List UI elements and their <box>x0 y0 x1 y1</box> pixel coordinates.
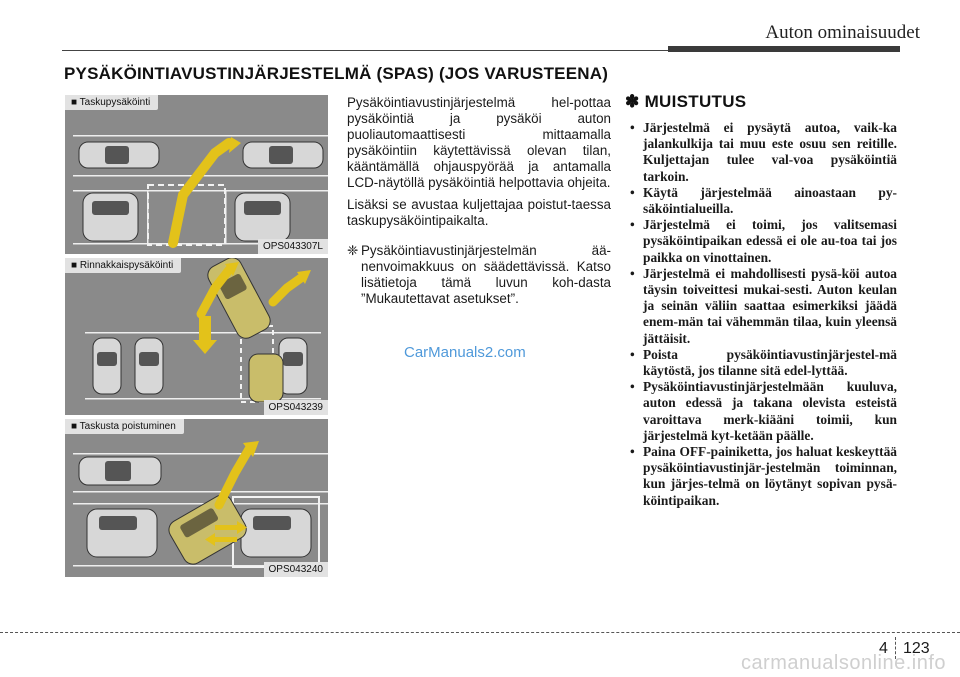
page-number: 123 <box>903 640 930 657</box>
pocket-parking-illustration <box>65 95 328 254</box>
footer-rule <box>0 632 960 633</box>
figure-code: OPS043239 <box>264 400 329 415</box>
note-symbol-icon: ❈ <box>347 243 359 258</box>
list-item: • Pysäköintiavustinjärjestelmään kuuluva, auton edessä ja takana olevista esteistä varoittava merk-kiääni toimii, kun järjestelmä kyt-ketään päälle. <box>625 379 897 444</box>
figure-pocket-parking <box>65 95 328 254</box>
info-heading: ✽ MUISTUTUS <box>625 92 747 111</box>
figure-code: OPS043307L <box>258 239 328 254</box>
info-box <box>625 92 897 509</box>
list-item: • Käytä järjestelmää ainoastaan py-säköintialueilla. <box>625 185 897 217</box>
body-paragraph: Lisäksi se avustaa kuljettajaa poistut-taessa taskupysäköintipaikalta. <box>347 197 611 228</box>
figure-parallel-parking <box>65 258 328 415</box>
figure-code: OPS043240 <box>264 562 329 577</box>
footer-watermark: carmanualsonline.info <box>740 652 946 674</box>
figure-leaving-pocket <box>65 419 328 577</box>
section-header: Auton ominaisuudet <box>765 22 920 43</box>
figure-label: ■ Rinnakkaispysäköinti <box>65 258 181 273</box>
page-title: PYSÄKÖINTIAVUSTINJÄRJESTELMÄ (SPAS) (JOS VARUSTEENA) <box>64 64 609 83</box>
chapter-number: 4 <box>879 640 888 657</box>
list-item: • Poista pysäköintiavustinjärjestel-mä käytöstä, jos tilanne sitä edel-lyttää. <box>625 347 897 379</box>
watermark-link[interactable]: CarManuals2.com <box>404 344 526 361</box>
list-item: • Järjestelmä ei mahdollisesti pysä-köi autoa täysin toiveittesi mukai-sesti. Auton keulan ja seinän väliin saattaa esimerkiksi jäädä enem-män tai vähemmän tilaa, kuin yleensä jättäisit. <box>625 266 897 347</box>
figure-label: ■ Taskupysäköinti <box>65 95 158 110</box>
leaving-pocket-illustration <box>65 419 328 577</box>
parallel-parking-illustration <box>65 258 328 415</box>
note-text: Pysäköintiavustinjärjestelmän ää-nenvoimakkuus on säädettävissä. Katso lisätietoja tämä luvun koh-dasta ”Mukautettavat asetukset”. <box>361 243 611 306</box>
list-item: • Järjestelmä ei pysäytä autoa, vaik-ka jalankulkija tai muu este osuu sen reitille. Kuljettajan tulee val-voa pysäköintiä tarkoin. <box>625 120 897 185</box>
body-paragraph: Pysäköintiavustinjärjestelmä hel-pottaa pysäköintiä ja pysäköi auton puoliautomaattisesti mittaamalla pysäköintiin käytettävissä olevan tilan, kääntämällä ohjauspyörää ja antamalla LCD-näytöllä pysäköintiä helpottavia ohjeita. <box>347 95 611 190</box>
body-text <box>347 95 611 307</box>
body-note <box>347 243 611 307</box>
figure-label: ■ Taskusta poistuminen <box>65 419 184 434</box>
info-list <box>625 120 897 509</box>
list-item: • Paina OFF-painiketta, jos haluat keskeyttää pysäköintiavustinjär-jestelmän toiminnan, kun järjes-telmä on löytänyt sopivan pysä-köintipaikan. <box>625 444 897 509</box>
header-rule-accent <box>668 46 900 52</box>
list-item: • Järjestelmä ei toimi, jos valitsemasi pysäköintipaikan edessä ei ole au-toa tai jos paikka on vinottainen. <box>625 217 897 266</box>
header-rule <box>62 50 672 51</box>
